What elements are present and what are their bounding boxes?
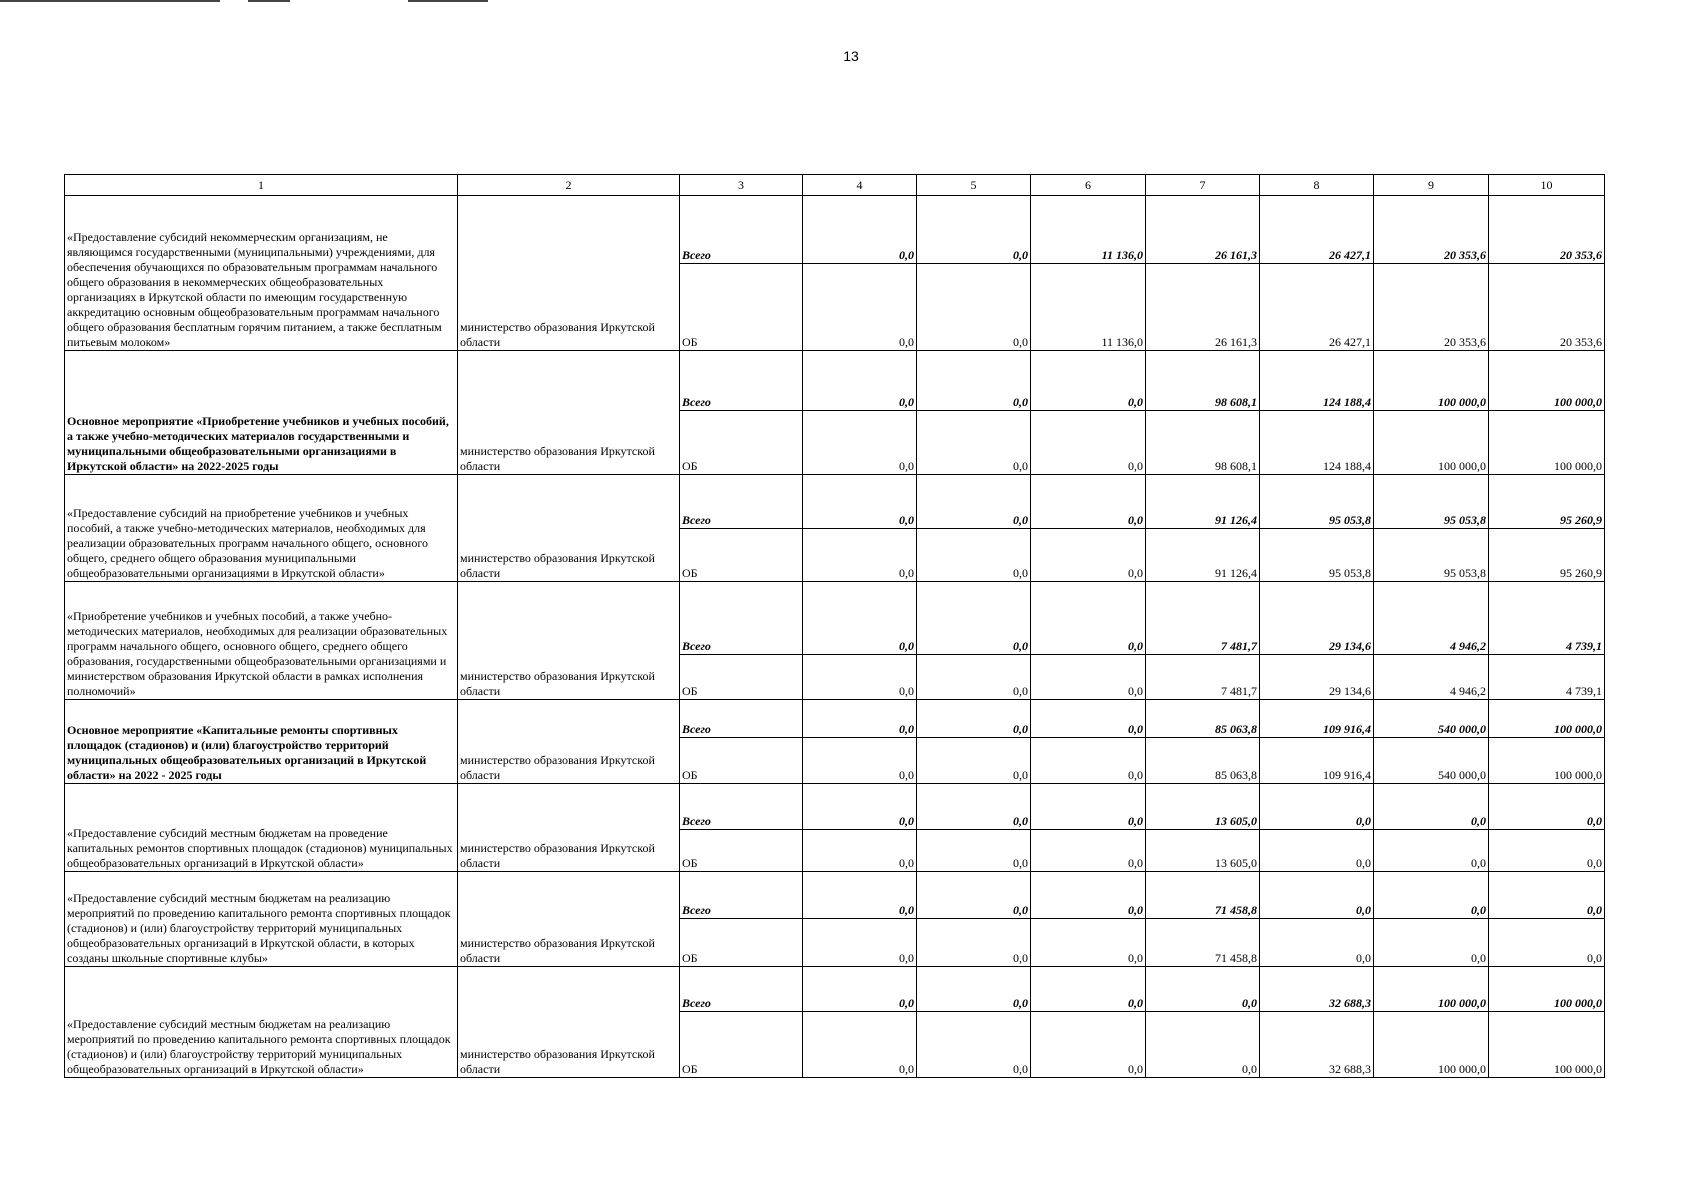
header-cell: 3 [680,175,803,196]
value-cell: 95 260,9 [1489,529,1605,582]
value-cell: 26 427,1 [1260,196,1374,264]
value-cell: 95 260,9 [1489,475,1605,529]
value-cell: 0,0 [1374,872,1489,919]
value-cell: 0,0 [803,872,917,919]
column-number-header [65,175,1605,196]
value-cell: 0,0 [803,475,917,529]
table-row-total [65,351,1605,411]
value-cell: 85 063,8 [1146,700,1260,738]
value-cell: 0,0 [803,738,917,784]
value-cell: 0,0 [803,655,917,700]
value-cell: 100 000,0 [1374,351,1489,411]
value-cell: 0,0 [1146,1012,1260,1078]
value-cell: 0,0 [1374,784,1489,830]
value-cell: 95 053,8 [1260,475,1374,529]
value-cell: 109 916,4 [1260,700,1374,738]
funding-source-cell: Всего [680,351,803,411]
value-cell: 20 353,6 [1374,264,1489,351]
value-cell: 100 000,0 [1374,967,1489,1012]
value-cell: 71 458,8 [1146,919,1260,967]
table-row-total [65,872,1605,919]
value-cell: 32 688,3 [1260,967,1374,1012]
value-cell: 0,0 [1260,784,1374,830]
value-cell: 95 053,8 [1374,529,1489,582]
value-cell: 0,0 [917,784,1031,830]
value-cell: 100 000,0 [1489,351,1605,411]
value-cell: 0,0 [917,411,1031,475]
value-cell: 13 605,0 [1146,830,1260,872]
value-cell: 0,0 [1146,967,1260,1012]
funding-source-cell: ОБ [680,264,803,351]
value-cell: 29 134,6 [1260,582,1374,655]
value-cell: 0,0 [1031,475,1146,529]
value-cell: 0,0 [917,582,1031,655]
table-row-total [65,196,1605,264]
table-row-total [65,475,1605,529]
value-cell: 91 126,4 [1146,475,1260,529]
value-cell: 0,0 [1489,872,1605,919]
measure-name-cell: «Предоставление субсидий местным бюджетам на реализацию мероприятий по проведению капитального ремонта спортивных площадок (стадионов) и (или) благоустройству территорий муниципальных общеобразовательных организаций в Иркутской области, в которых созданы школьные спортивные клубы» [65,872,458,967]
value-cell: 0,0 [1031,700,1146,738]
value-cell: 0,0 [803,700,917,738]
value-cell: 124 188,4 [1260,411,1374,475]
funding-source-cell: Всего [680,475,803,529]
value-cell: 100 000,0 [1489,738,1605,784]
value-cell: 0,0 [917,351,1031,411]
value-cell: 540 000,0 [1374,738,1489,784]
executor-cell: министерство образования Иркутской области [458,967,680,1078]
measure-name-cell: «Предоставление субсидий некоммерческим организациям, не являющимся государственными (муниципальными) учреждениями, для обеспечения обучающихся по образовательным программам начального общего образования в некоммерческих общеобразовательных организациях в Иркутской области по имеющим государственную аккредитацию основным общеобразовательным программам начального общего образования бесплатным горячим питанием, а также бесплатным питьевым молоком» [65,196,458,351]
value-cell: 109 916,4 [1260,738,1374,784]
value-cell: 0,0 [917,1012,1031,1078]
value-cell: 0,0 [803,1012,917,1078]
value-cell: 0,0 [917,655,1031,700]
measure-name-cell: «Предоставление субсидий местным бюджетам на реализацию мероприятий по проведению капитального ремонта спортивных площадок (стадионов) и (или) благоустройству территорий муниципальных общеобразовательных организаций в Иркутской области» [65,967,458,1078]
page-number: 13 [843,48,859,64]
funding-source-cell: ОБ [680,529,803,582]
value-cell: 100 000,0 [1489,411,1605,475]
value-cell: 100 000,0 [1489,1012,1605,1078]
value-cell: 0,0 [917,919,1031,967]
value-cell: 98 608,1 [1146,351,1260,411]
executor-cell: министерство образования Иркутской области [458,700,680,784]
value-cell: 0,0 [917,700,1031,738]
executor-cell: министерство образования Иркутской области [458,475,680,582]
scan-edge-line [408,0,488,2]
header-cell: 7 [1146,175,1260,196]
value-cell: 0,0 [917,196,1031,264]
value-cell: 0,0 [917,872,1031,919]
value-cell: 20 353,6 [1489,196,1605,264]
funding-source-cell: ОБ [680,655,803,700]
funding-source-cell: ОБ [680,919,803,967]
value-cell: 0,0 [1260,830,1374,872]
table-row-total [65,967,1605,1012]
value-cell: 0,0 [1031,582,1146,655]
funding-source-cell: ОБ [680,738,803,784]
value-cell: 0,0 [917,738,1031,784]
measure-name-cell: Основное мероприятие «Приобретение учебников и учебных пособий, а также учебно-методических материалов государственными и муниципальными общеобразовательными организациями в Иркутской области» на 2022-2025 годы [65,351,458,475]
header-cell: 4 [803,175,917,196]
header-cell: 9 [1374,175,1489,196]
value-cell: 0,0 [917,264,1031,351]
value-cell: 95 053,8 [1260,529,1374,582]
value-cell: 124 188,4 [1260,351,1374,411]
value-cell: 0,0 [803,411,917,475]
value-cell: 0,0 [1031,351,1146,411]
value-cell: 0,0 [1031,830,1146,872]
funding-source-cell: ОБ [680,1012,803,1078]
funding-source-cell: ОБ [680,830,803,872]
value-cell: 91 126,4 [1146,529,1260,582]
executor-cell: министерство образования Иркутской области [458,351,680,475]
value-cell: 100 000,0 [1489,700,1605,738]
value-cell: 0,0 [1374,919,1489,967]
measure-name-cell: «Предоставление субсидий местным бюджетам на проведение капитальных ремонтов спортивных площадок (стадионов) муниципальных общеобразовательных организаций в Иркутской области» [65,784,458,872]
value-cell: 0,0 [1489,784,1605,830]
value-cell: 0,0 [803,529,917,582]
header-cell: 5 [917,175,1031,196]
value-cell: 0,0 [917,475,1031,529]
value-cell: 20 353,6 [1374,196,1489,264]
header-cell: 1 [65,175,458,196]
executor-cell: министерство образования Иркутской области [458,872,680,967]
value-cell: 0,0 [1031,784,1146,830]
value-cell: 71 458,8 [1146,872,1260,919]
value-cell: 0,0 [1031,738,1146,784]
value-cell: 20 353,6 [1489,264,1605,351]
value-cell: 0,0 [917,529,1031,582]
funding-source-cell: ОБ [680,411,803,475]
measure-name-cell: «Предоставление субсидий на приобретение учебников и учебных пособий, а также учебно-методических материалов, необходимых для реализации образовательных программ начального общего, основного общего, среднего общего образования муниципальными общеобразовательными организациями в Иркутской области» [65,475,458,582]
funding-source-cell: Всего [680,784,803,830]
measure-name-cell: Основное мероприятие «Капитальные ремонты спортивных площадок (стадионов) и (или) благоустройство территорий муниципальных общеобразовательных организаций в Иркутской области» на 2022 - 2025 годы [65,700,458,784]
table-row-total [65,700,1605,738]
value-cell: 7 481,7 [1146,655,1260,700]
value-cell: 26 161,3 [1146,196,1260,264]
value-cell: 85 063,8 [1146,738,1260,784]
value-cell: 0,0 [1031,919,1146,967]
value-cell: 95 053,8 [1374,475,1489,529]
value-cell: 0,0 [917,967,1031,1012]
value-cell: 29 134,6 [1260,655,1374,700]
value-cell: 0,0 [1031,872,1146,919]
value-cell: 0,0 [803,196,917,264]
header-cell: 10 [1489,175,1605,196]
value-cell: 0,0 [1031,411,1146,475]
value-cell: 4 946,2 [1374,582,1489,655]
measure-name-cell: «Приобретение учебников и учебных пособий, а также учебно-методических материалов, необходимых для реализации образовательных программ начального общего, основного общего, среднего общего образования, государственными общеобразовательными организациями и министерством образования Иркутской области в рамках исполнения полномочий» [65,582,458,700]
value-cell: 7 481,7 [1146,582,1260,655]
funding-source-cell: Всего [680,967,803,1012]
value-cell: 11 136,0 [1031,196,1146,264]
value-cell: 0,0 [803,582,917,655]
value-cell: 0,0 [803,967,917,1012]
value-cell: 0,0 [803,830,917,872]
value-cell: 32 688,3 [1260,1012,1374,1078]
value-cell: 4 739,1 [1489,582,1605,655]
table-body [65,196,1605,1078]
value-cell: 26 161,3 [1146,264,1260,351]
value-cell: 100 000,0 [1374,1012,1489,1078]
value-cell: 0,0 [1031,1012,1146,1078]
funding-source-cell: Всего [680,872,803,919]
value-cell: 26 427,1 [1260,264,1374,351]
value-cell: 0,0 [1489,919,1605,967]
value-cell: 0,0 [803,351,917,411]
funding-source-cell: Всего [680,196,803,264]
value-cell: 0,0 [1031,529,1146,582]
table-row-total [65,582,1605,655]
scan-edge-line [248,0,290,2]
value-cell: 0,0 [1260,872,1374,919]
value-cell: 100 000,0 [1374,411,1489,475]
value-cell: 0,0 [1260,919,1374,967]
table-row-total [65,784,1605,830]
header-cell: 6 [1031,175,1146,196]
funding-source-cell: Всего [680,582,803,655]
value-cell: 0,0 [803,264,917,351]
value-cell: 11 136,0 [1031,264,1146,351]
executor-cell: министерство образования Иркутской области [458,784,680,872]
funding-source-cell: Всего [680,700,803,738]
value-cell: 100 000,0 [1489,967,1605,1012]
executor-cell: министерство образования Иркутской области [458,582,680,700]
executor-cell: министерство образования Иркутской области [458,196,680,351]
value-cell: 0,0 [917,830,1031,872]
header-cell: 8 [1260,175,1374,196]
value-cell: 540 000,0 [1374,700,1489,738]
value-cell: 13 605,0 [1146,784,1260,830]
value-cell: 98 608,1 [1146,411,1260,475]
value-cell: 0,0 [803,919,917,967]
value-cell: 4 946,2 [1374,655,1489,700]
header-cell: 2 [458,175,680,196]
value-cell: 0,0 [1489,830,1605,872]
funding-table [64,174,1605,1078]
value-cell: 0,0 [1374,830,1489,872]
value-cell: 0,0 [1031,967,1146,1012]
scan-edge-line [0,0,220,2]
value-cell: 0,0 [1031,655,1146,700]
value-cell: 0,0 [803,784,917,830]
value-cell: 4 739,1 [1489,655,1605,700]
